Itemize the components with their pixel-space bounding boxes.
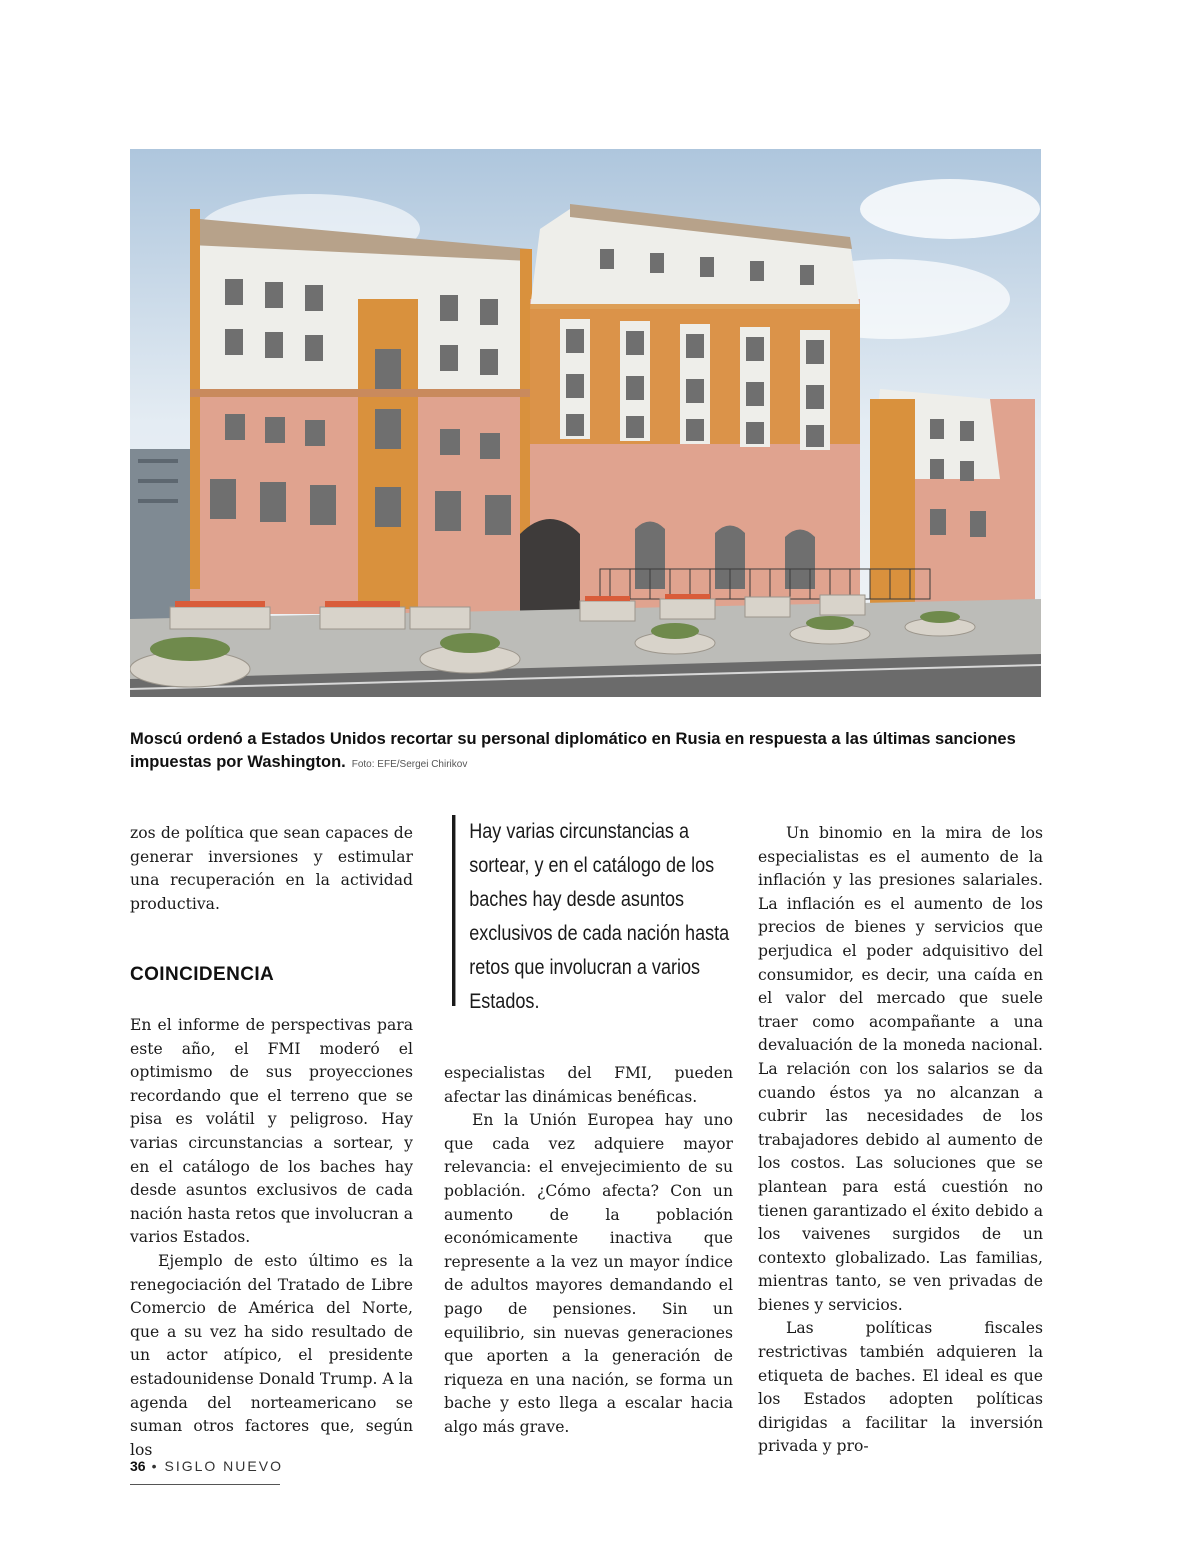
central-tower [520,204,860,619]
paragraph: En el informe de perspectivas para este año, el FMI moderó el optimismo de sus proyecciones recordando que el terreno que se pisa es volátil y peligroso. Hay varias circunstancias a sortear, y en el catálogo de los baches hay desde asuntos exclusivos de cada nación hasta retos que involucran a varios Estados. [130,1016,413,1247]
left-wing [190,209,532,619]
pull-quote-text: Hay varias circunstancias a sortear, y en el catálogo de los baches hay desde asuntos exclusivos de cada nación hasta retos que involucran a varios Estados. [469,820,730,1013]
paragraph: En la Unión Europea hay uno que cada vez adquiere mayor relevancia: el envejecimiento de su población. ¿Cómo afecta? Con un aumento de la población económicamente inactiva que represente a la vez un mayor índice de adultos mayores demandando el pago de pensiones. Sin un equilibrio, sin nuevas generaciones que aporten a la generación de riqueza en una nación, se forma un bache y esto llega a escalar hacia algo más grave. [444,1111,733,1436]
caption-text: Moscú ordenó a Estados Unidos recortar su personal diplomático en Rusia en respuesta a las últimas sanciones impuestas por Washington. [130,730,1016,771]
photo-credit: Foto: EFE/Sergei Chirikov [351,759,468,770]
column-1-top [130,822,413,916]
embassy-building-illustration [130,149,1041,697]
column-2 [444,1062,733,1440]
column-1-body [130,1014,413,1462]
page-footer [130,1458,283,1474]
column-3 [758,822,1043,1459]
photo-caption [130,728,1050,776]
right-wing [870,389,1035,614]
publication-name: SIGLO NUEVO [164,1458,283,1474]
footer-separator: • [151,1458,159,1474]
page-number: 36 [130,1458,146,1474]
paragraph: zos de política que sean capaces de generar inversiones y estimular una recuperación en la actividad productiva. [130,824,413,913]
paragraph: especialistas del FMI, pueden afectar las dinámicas benéficas. [444,1064,733,1106]
paragraph: Las políticas fiscales restrictivas también adquieren la etiqueta de baches. El ideal es que los Estados adopten políticas dirigidas a facilitar la inversión privada y pro- [758,1319,1043,1456]
article-photo [130,149,1041,697]
pull-quote [452,815,730,1013]
section-heading: COINCIDENCIA [130,964,275,985]
paragraph: Ejemplo de esto último es la renegociación del Tratado de Libre Comercio de América del Norte, que a su vez ha sido resultado de un actor atípico, el presidente estadounidense Donald Trump. A la agenda del norteamericano se suman otros factores que, según los [130,1251,413,1459]
paragraph: Un binomio en la mira de los especialistas es el aumento de la inflación y las presiones salariales. La inflación es el aumento de los precios de bienes y servicios que perjudica el poder adquisitivo del consumidor, es decir, una caída en el valor del mercado que suele traer como acompañante a una devaluación de la moneda nacional. La relación con los salarios se da cuando éstos ya no alcanzan a cubrir las necesidades de los trabajadores debido al aumento de los costos. Las soluciones que se plantean para está cuestión no tienen garantizado el éxito debido a los vaivenes surgidos de un contexto globalizado. Las familias, mientras tanto, se ven privadas de bienes y servicios. [758,824,1043,1314]
footer-rule [130,1484,280,1485]
